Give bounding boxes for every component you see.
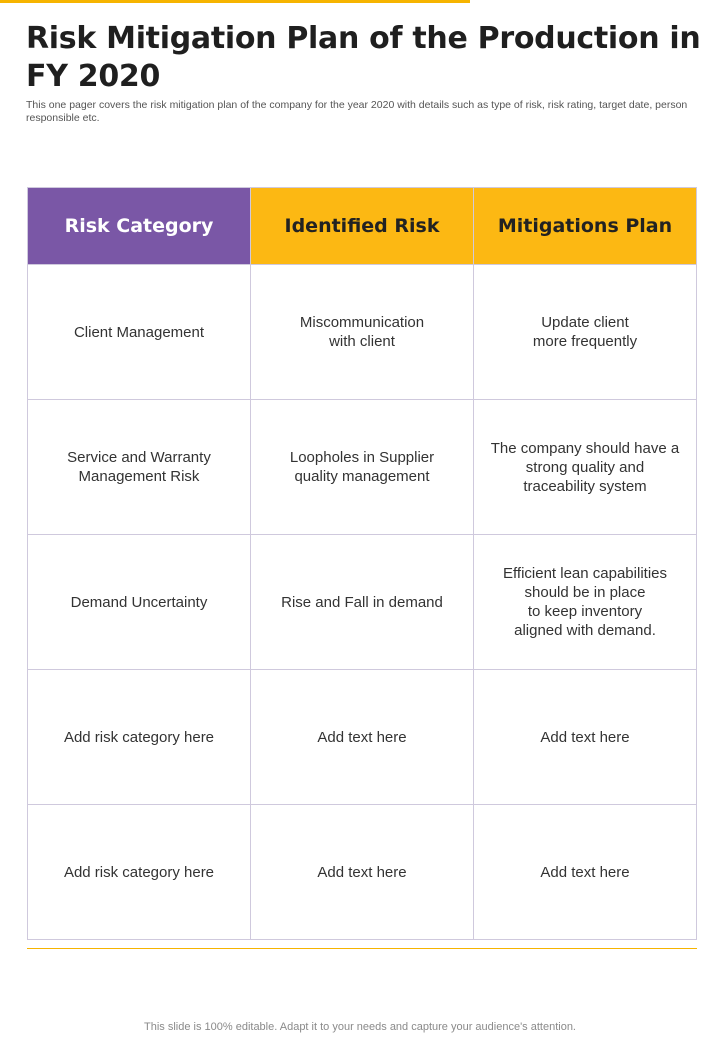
cell-identified-risk: Rise and Fall in demand — [251, 535, 474, 670]
cell-identified-risk: Loopholes in Supplier quality management — [251, 400, 474, 535]
cell-mitigation-plan: Update client more frequently — [474, 265, 697, 400]
bottom-divider — [27, 948, 697, 949]
header-mitigations-plan: Mitigations Plan — [474, 188, 697, 265]
cell-risk-category: Add risk category here — [28, 670, 251, 805]
table-row — [28, 805, 697, 940]
cell-identified-risk: Add text here — [251, 670, 474, 805]
cell-mitigation-plan: Add text here — [474, 805, 697, 940]
cell-mitigation-plan: Efficient lean capabilities should be in place to keep inventory aligned with demand. — [474, 535, 697, 670]
cell-mitigation-plan: The company should have a strong quality and traceability system — [474, 400, 697, 535]
table-row — [28, 670, 697, 805]
cell-risk-category: Demand Uncertainty — [28, 535, 251, 670]
cell-risk-category: Add risk category here — [28, 805, 251, 940]
page-title: Risk Mitigation Plan of the Production in FY 2020 — [26, 21, 701, 94]
table-header-row — [28, 188, 697, 265]
cell-mitigation-plan: Add text here — [474, 670, 697, 805]
cell-risk-category: Client Management — [28, 265, 251, 400]
cell-risk-category: Service and Warranty Management Risk — [28, 400, 251, 535]
page-subtitle: This one pager covers the risk mitigation plan of the company for the year 2020 with details such as type of risk, risk rating, target date, person responsible etc. — [26, 99, 688, 124]
header-risk-category: Risk Category — [28, 188, 251, 265]
top-accent-bar — [0, 0, 470, 3]
cell-identified-risk: Miscommunication with client — [251, 265, 474, 400]
risk-mitigation-table — [27, 187, 697, 940]
cell-identified-risk: Add text here — [251, 805, 474, 940]
table-row — [28, 535, 697, 670]
table-row — [28, 400, 697, 535]
table-row — [28, 265, 697, 400]
footer-note: This slide is 100% editable. Adapt it to your needs and capture your audience's attention. — [144, 1021, 576, 1033]
header-identified-risk: Identified Risk — [251, 188, 474, 265]
